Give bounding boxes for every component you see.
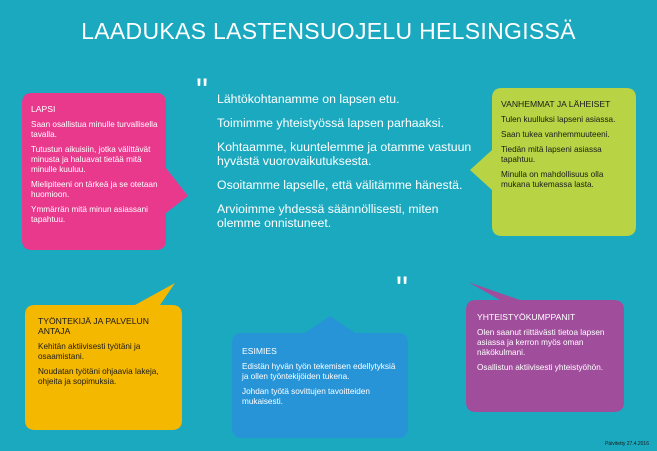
lapsi-item: Tutustun aikuisiin, jotka välittävät minusta ja haluavat tietää mitä minulle kuuluu. bbox=[31, 145, 151, 174]
close-quote-mark: " bbox=[396, 270, 409, 308]
vanhemmat-heading: VANHEMMAT JA LÄHEISET bbox=[501, 99, 611, 109]
esimies-box bbox=[242, 346, 402, 412]
esimies-item: Johdan työtä sovittujen tavoitteiden mukaisesti. bbox=[242, 387, 370, 406]
statement: Arvioimme yhdessä säännöllisesti, miten olemme onnistuneet. bbox=[217, 202, 439, 230]
yhteistyo-box bbox=[477, 312, 617, 378]
statement: Lähtökohtanamme on lapsen etu. bbox=[217, 92, 400, 106]
vanhemmat-item: Minulla on mahdollisuus olla mukana tukemassa lasta. bbox=[501, 170, 604, 189]
open-quote-mark: " bbox=[196, 72, 209, 110]
tyontekija-box bbox=[38, 316, 174, 392]
vanhemmat-item: Saan tukea vanhemmuuteeni. bbox=[501, 130, 610, 139]
center-statements bbox=[217, 92, 477, 240]
yhteistyo-heading: YHTEISTYÖKUMPPANIT bbox=[477, 312, 576, 322]
statement: Kohtaamme, kuuntelemme ja otamme vastuun hyvästä vuorovaikutuksesta. bbox=[217, 140, 472, 168]
page-title: LAADUKAS LASTENSUOJELU HELSINGISSÄ bbox=[81, 18, 576, 44]
esimies-heading: ESIMIES bbox=[242, 346, 277, 356]
tyontekija-item: Kehitän aktiivisesti työtäni ja osaamistani. bbox=[38, 342, 141, 361]
tyontekija-heading: TYÖNTEKIJÄ JA PALVELUN ANTAJA bbox=[38, 316, 149, 336]
lapsi-item: Mielipiteeni on tärkeä ja se otetaan huomioon. bbox=[31, 180, 158, 199]
vanhemmat-box bbox=[501, 99, 629, 195]
tyontekija-item: Noudatan työtäni ohjaavia lakeja, ohjeita ja sopimuksia. bbox=[38, 367, 159, 386]
esimies-item: Edistän hyvän työn tekemisen edellytyksiä ja ollen työntekijöiden tukena. bbox=[242, 362, 396, 381]
vanhemmat-item: Tulen kuulluksi lapseni asiassa. bbox=[501, 115, 616, 124]
lapsi-item: Ymmärrän mitä minun asiassani tapahtuu. bbox=[31, 205, 148, 224]
lapsi-box bbox=[31, 104, 159, 230]
lapsi-heading: LAPSI bbox=[31, 104, 56, 114]
updated-date: Päivitetty 27.4.2016 bbox=[605, 441, 649, 447]
statement: Toimimme yhteistyössä lapsen parhaaksi. bbox=[217, 116, 444, 130]
yhteistyo-item: Osallistun aktiivisesti yhteistyöhön. bbox=[477, 363, 604, 372]
vanhemmat-item: Tiedän mitä lapseni asiassa tapahtuu. bbox=[501, 145, 602, 164]
statement: Osoitamme lapselle, että välitämme hänestä. bbox=[217, 178, 463, 192]
lapsi-item: Saan osallistua minulle turvallisella tavalla. bbox=[31, 120, 158, 139]
yhteistyo-item: Olen saanut riittävästi tietoa lapsen asiassa ja kerron myös oman näkökulmani. bbox=[477, 328, 605, 357]
